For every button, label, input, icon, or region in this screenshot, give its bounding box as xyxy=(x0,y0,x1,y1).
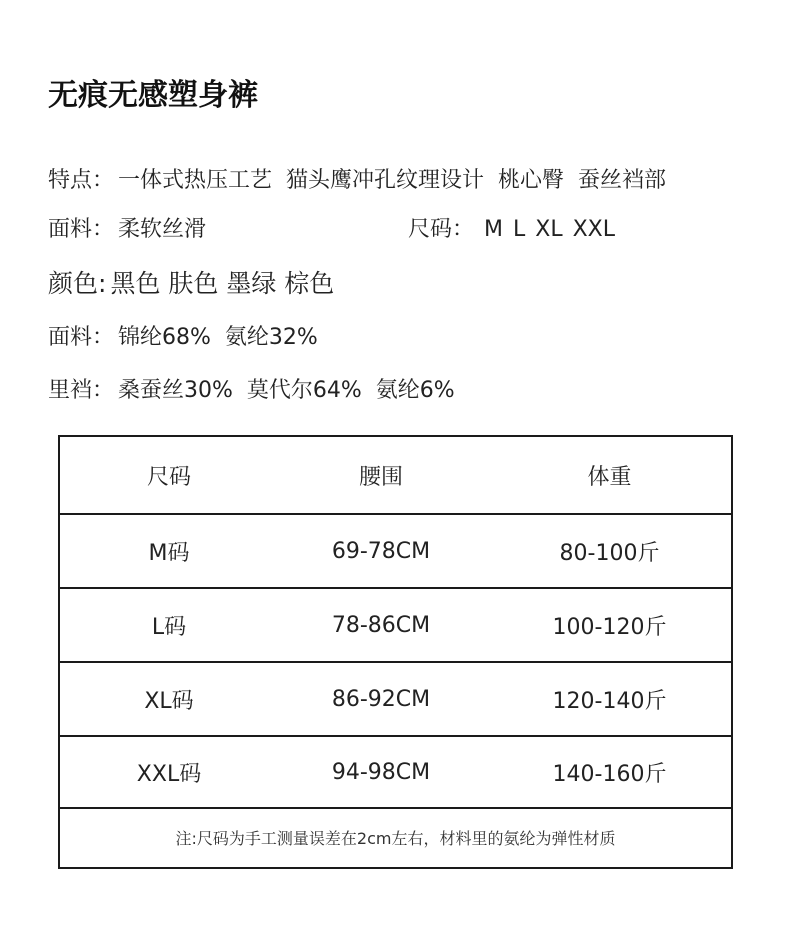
header-weight: 体重 xyxy=(587,464,632,490)
size-option: L xyxy=(513,217,526,242)
fabric-value: 锦纶68% 氨纶32% xyxy=(118,325,318,350)
features-label: 特点： xyxy=(48,168,115,193)
colors-line xyxy=(48,264,334,300)
lining-line xyxy=(48,373,455,404)
product-title: 无痕无感塑身裤 xyxy=(48,78,258,113)
header-size: 尺码 xyxy=(146,464,191,490)
waist-cell: 78-86CM xyxy=(331,612,431,638)
weight-cell: 100-120斤 xyxy=(552,614,667,640)
weight-cell: 120-140斤 xyxy=(552,688,667,714)
table-row xyxy=(60,737,731,809)
table-row xyxy=(60,663,731,737)
size-option: XXL xyxy=(572,217,615,242)
table-row xyxy=(60,515,731,589)
colors-value: 黑色 肤色 墨绿 棕色 xyxy=(110,269,335,298)
size-cell: L码 xyxy=(151,614,187,640)
waist-cell: 94-98CM xyxy=(331,759,431,785)
waist-cell: 69-78CM xyxy=(331,538,431,564)
size-chart-table xyxy=(58,435,733,869)
weight-cell: 80-100斤 xyxy=(559,540,660,566)
fabric-feel-value: 柔软丝滑 xyxy=(118,217,207,242)
size-cell: M码 xyxy=(148,540,190,566)
fabric-feel-line xyxy=(48,212,206,243)
measurement-note: 注:尺码为手工测量误差在2cm左右，材料里的氨纶为弹性材质 xyxy=(175,829,616,848)
lining-label: 里裆： xyxy=(48,378,115,403)
size-cell: XL码 xyxy=(144,688,194,714)
size-option: M xyxy=(484,217,503,242)
sizes-label: 尺码： xyxy=(408,217,475,242)
features-value: 一体式热压工艺 猫头鹰冲孔纹理设计 桃心臀 蚕丝裆部 xyxy=(118,168,666,193)
fabric-label: 面料： xyxy=(48,325,115,350)
features-line xyxy=(48,163,666,194)
table-row xyxy=(60,589,731,663)
fabric-line xyxy=(48,320,318,351)
weight-cell: 140-160斤 xyxy=(552,761,667,787)
lining-value: 桑蚕丝30% 莫代尔64% 氨纶6% xyxy=(118,378,455,403)
size-option: XL xyxy=(535,217,563,242)
size-cell: XXL码 xyxy=(136,761,202,787)
table-header-row xyxy=(60,437,731,515)
fabric-feel-label: 面料： xyxy=(48,217,115,242)
waist-cell: 86-92CM xyxy=(331,686,431,712)
colors-label: 颜色: xyxy=(48,269,107,298)
header-waist: 腰围 xyxy=(358,464,403,490)
sizes-line xyxy=(408,212,615,243)
